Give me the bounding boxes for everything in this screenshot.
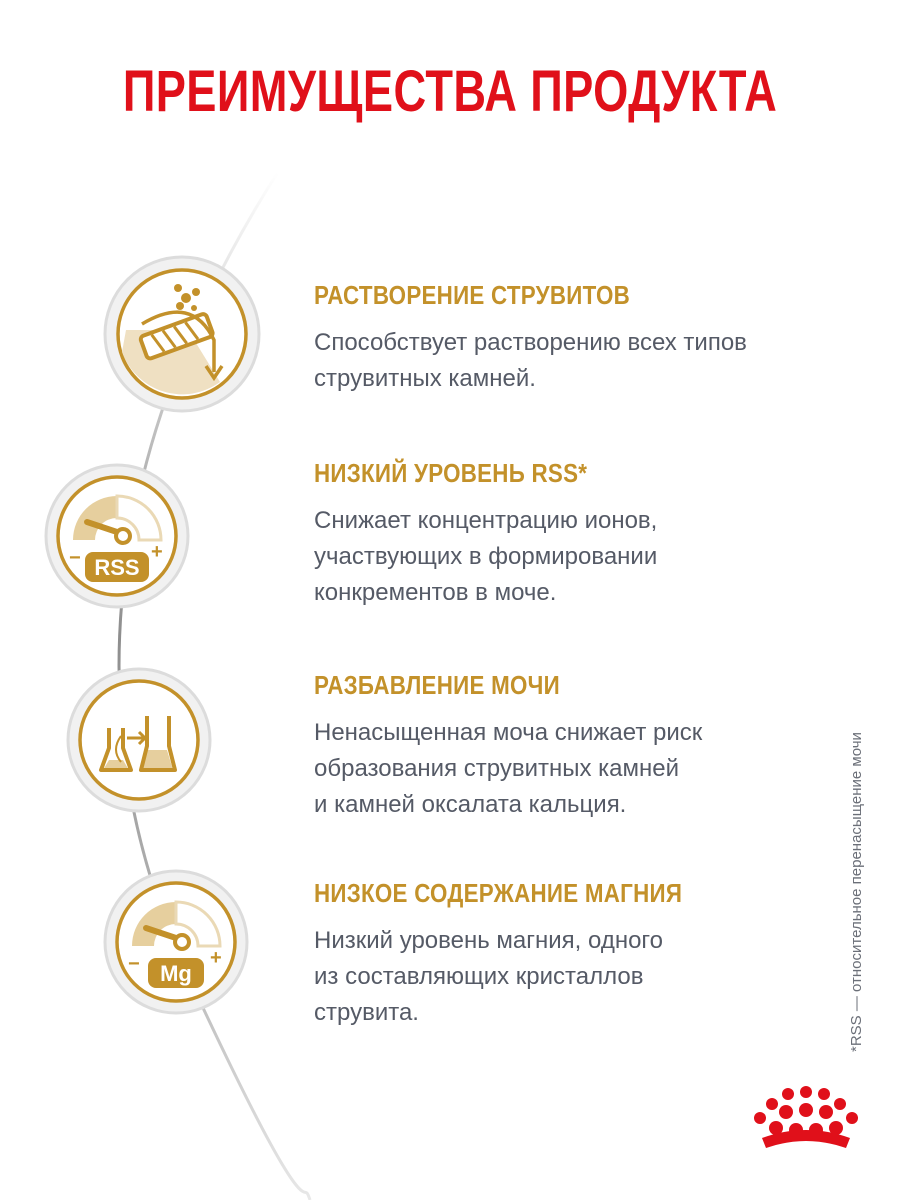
urine-dilution-flasks-icon [65,666,213,814]
royal-canin-crown-logo [748,1086,870,1158]
feature-line: и камней оксалата кальция. [314,791,627,818]
svg-text:−: − [69,547,81,569]
rss-gauge-icon [43,462,191,610]
magnesium-gauge-icon [102,868,250,1016]
struvite-dissolution-icon [102,254,262,414]
feature-line: Способствует растворению всех типов [314,329,747,356]
feature-line: образования струвитных камней [314,755,680,782]
svg-text:−: − [128,953,140,975]
feature-line: струвитных камней. [314,365,536,392]
feature-urine-dilution [314,670,834,823]
feature-line: струвита. [314,999,419,1026]
feature-line: Снижает концентрацию ионов, [314,507,658,534]
feature-low-magnesium [314,878,834,1031]
feature-heading: РАЗБАВЛЕНИЕ МОЧИ [314,670,560,700]
svg-text:+: + [210,947,222,969]
feature-heading: НИЗКИЙ УРОВЕНЬ RSS* [314,458,588,488]
feature-low-rss [314,458,834,611]
feature-line: участвующих в формировании [314,543,658,570]
feature-struvite-dissolution [314,280,834,397]
page-title: ПРЕИМУЩЕСТВА ПРОДУКТА [122,59,778,124]
feature-line: конкрементов в моче. [314,579,557,606]
mg-label: Mg [160,961,192,986]
feature-heading: РАСТВОРЕНИЕ СТРУВИТОВ [314,280,631,310]
feature-heading: НИЗКОЕ СОДЕРЖАНИЕ МАГНИЯ [314,878,683,908]
rss-label: RSS [94,555,140,580]
rss-footnote: *RSS — относительное перенасыщение мочи [848,732,865,1052]
feature-description [314,923,814,1031]
feature-line: Низкий уровень магния, одного [314,927,663,954]
feature-description [314,325,814,397]
svg-text:+: + [151,541,163,563]
feature-description [314,503,814,611]
feature-description [314,715,814,823]
feature-line: из составляющих кристаллов [314,963,644,990]
feature-line: Ненасыщенная моча снижает риск [314,719,703,746]
